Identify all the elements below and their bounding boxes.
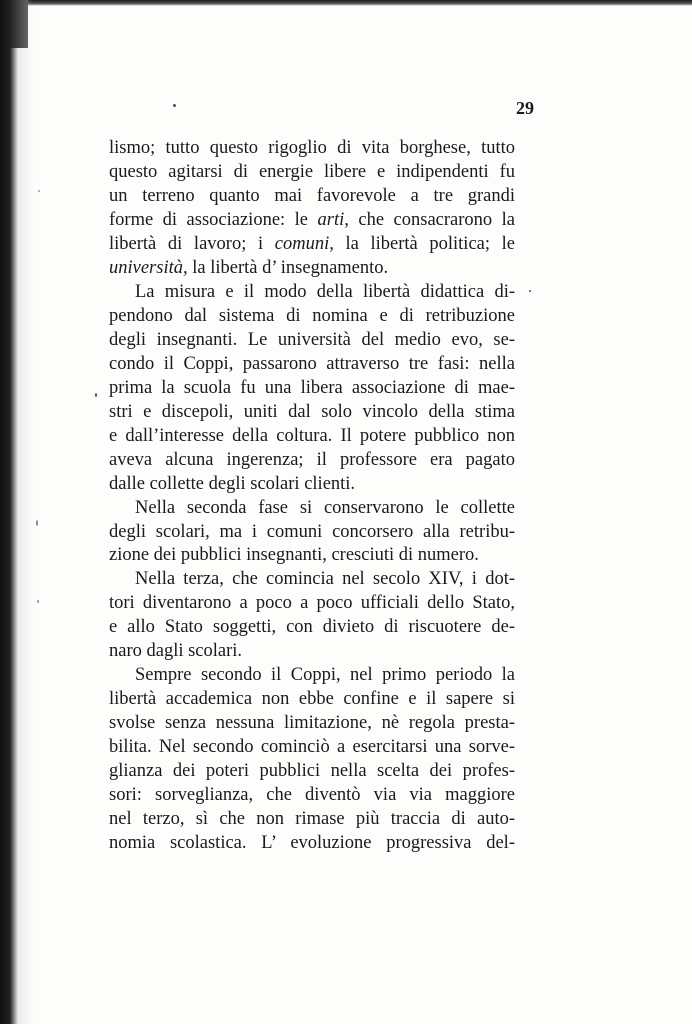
text-line: e allo Stato soggetti, con divieto di riscuotere de- [109,617,515,638]
text-line [109,233,515,257]
text-line: dalle collette degli scolari clienti. [109,473,356,494]
text-line: prima la scuola fu una libera associazione di mae- [109,377,515,398]
text-line: nel terzo, sì che non rimase più traccia di auto- [109,809,515,830]
scan-speck [529,290,531,292]
scan-binding-notch [10,0,28,48]
text-line [109,209,515,233]
text-line: La misura e il modo della libertà didattica di- [135,281,515,302]
text-run: la libertà politica; le [333,233,516,254]
scan-speck [173,104,176,107]
scan-speck [36,520,38,526]
text-line: pendono dal sistema di nomina e di retribuzione [109,305,515,326]
italic-term: comuni, [274,233,334,254]
text-line: degli insegnanti. Le università del medio evo, se- [109,329,515,350]
text-run: che consacrarono la [348,209,515,230]
scan-speck [95,393,97,397]
scan-top-edge [0,0,692,6]
text-line: lismo; tutto questo rigoglio di vita borghese, tutto [109,138,515,158]
text-line: glianza dei poteri pubblici nella scelta dei profes- [109,761,515,782]
text-line: Nella terza, che comincia nel secolo XIV, i dot- [135,569,515,590]
text-line: stri e discepoli, uniti dal solo vincolo della stima [109,401,515,422]
text-line: condo il Coppi, passarono attraverso tre fasi: nella [109,353,515,374]
text-run: libertà di lavoro; i [109,233,275,254]
italic-term: università, [109,257,188,278]
text-line: bilita. Nel secondo cominciò a esercitarsi una sorve- [109,737,515,758]
text-line: Sempre secondo il Coppi, nel primo periodo la [135,665,515,686]
text-line: sori: sorveglianza, che diventò via via maggiore [109,785,515,806]
italic-term: arti, [317,209,349,230]
text-line [109,257,515,281]
text-line: aveva alcuna ingerenza; il professore era pagato [109,449,515,470]
text-line: libertà accademica non ebbe confine e il sapere si [109,689,515,710]
text-line: questo agitarsi di energie libere e indipendenti fu [109,161,515,182]
text-run: forme di associazione: le [109,209,318,230]
scan-speck [37,600,39,603]
text-line: Nella seconda fase si conservarono le collette [135,497,515,518]
body-text [109,137,515,856]
text-line: nomia scolastica. L’ evoluzione progressiva del- [109,833,515,854]
scan-binding-edge [0,0,34,1024]
text-line: e dall’interesse della coltura. Il potere pubblico non [109,425,515,446]
text-line: svolse senza nessuna limitazione, nè regola presta- [109,713,515,734]
text-line: tori diventarono a poco a poco ufficiali dello Stato, [109,593,515,614]
text-line: zione dei pubblici insegnanti, cresciuti di numero. [109,545,479,566]
text-run: la libertà d’ insegnamento. [187,257,389,278]
text-line: degli scolari, ma i comuni concorsero alla retribu- [109,521,515,542]
scan-speck [38,190,40,192]
text-line: naro dagli scolari. [109,641,243,662]
page-number: 29 [516,98,534,118]
text-line: un terreno quanto mai favorevole a tre grandi [109,185,515,206]
